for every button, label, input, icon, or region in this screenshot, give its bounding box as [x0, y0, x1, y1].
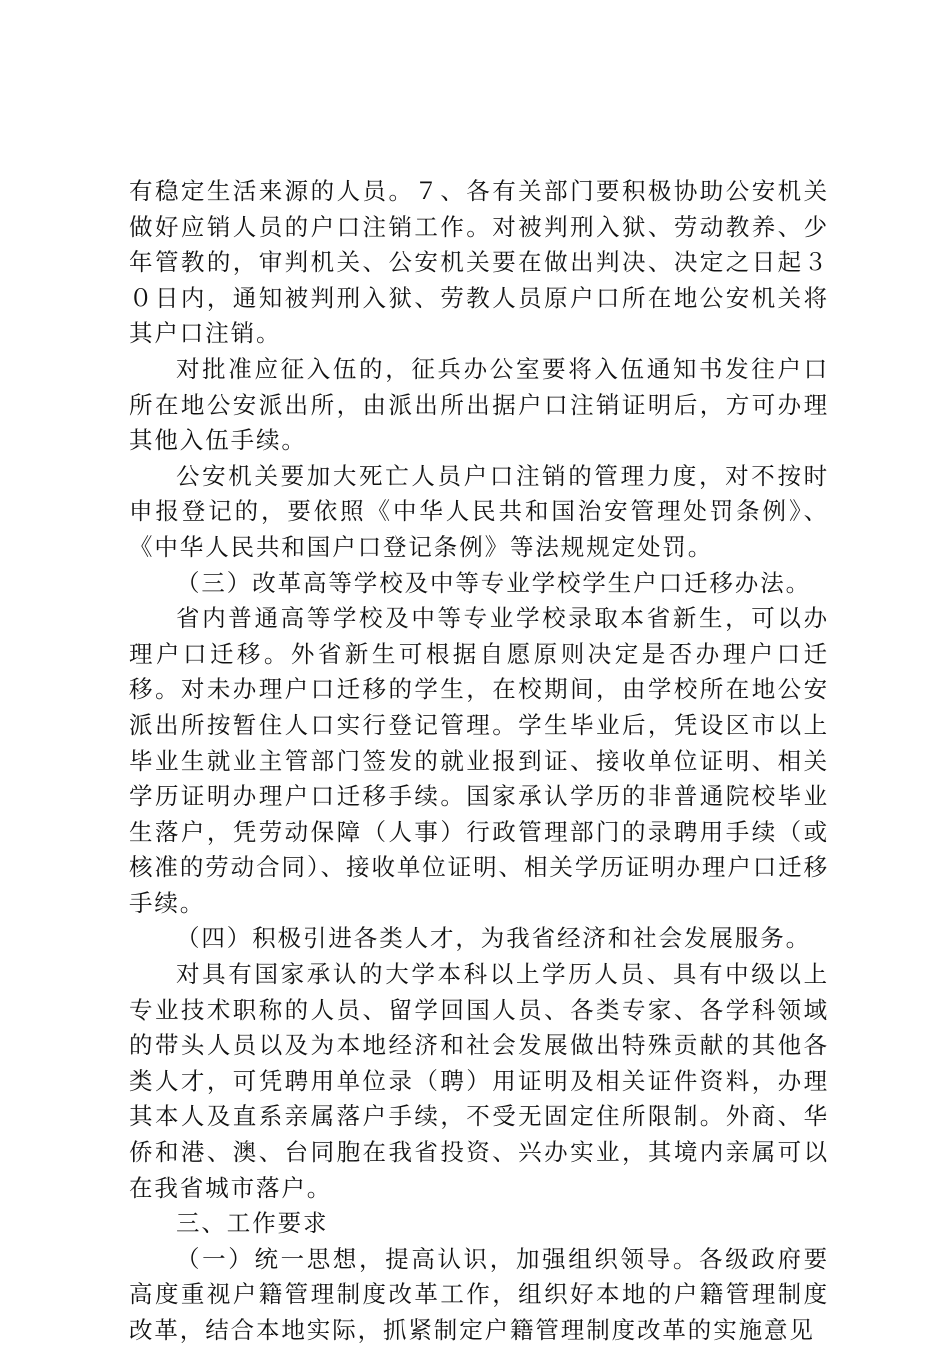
document-body	[129, 174, 829, 1349]
paragraph-enlistment: 对批准应征入伍的，征兵办公室要将入伍通知书发往户口所在地公安派出所，由派出所出据户口注销证明后，方可办理其他入伍手续。	[129, 354, 829, 455]
paragraph-talent-introduction: 对具有国家承认的大学本科以上学历人员、具有中级以上专业技术职称的人员、留学回国人员、各类专家、各学科领域的带头人员以及为本地经济和社会发展做出特殊贡献的其他各类人才，可凭聘用单位录（聘）用证明及相关证件资料，办理其本人及直系亲属落户手续，不受无固定住所限制。外商、华侨和港、澳、台同胞在我省投资、兴办实业，其境内亲属可以在我省城市落户。	[129, 960, 829, 1202]
section-heading-talent-introduction: （四）积极引进各类人才，为我省经济和社会发展服务。	[176, 924, 811, 953]
paragraph-household-cancellation: 有稳定生活来源的人员。７、各有关部门要积极协助公安机关做好应销人员的户口注销工作。对被判刑入狱、劳动教养、少年管教的，审判机关、公安机关要在做出判决、决定之日起３０日内，通知被判刑入狱、劳教人员原户口所在地公安机关将其户口注销。	[129, 177, 829, 348]
paragraph-student-migration: 省内普通高等学校及中等专业学校录取本省新生，可以办理户口迁移。外省新生可根据自愿原则决定是否办理户口迁移。对未办理户口迁移的学生，在校期间，由学校所在地公安派出所按暂住人口实行登记管理。学生毕业后，凭设区市以上毕业生就业主管部门签发的就业报到证、接收单位证明、相关学历证明办理户口迁移手续。国家承认学历的非普通院校毕业生落户，凭劳动保障（人事）行政管理部门的录聘用手续（或核准的劳动合同）、接收单位证明、相关学历证明办理户口迁移手续。	[129, 604, 829, 917]
paragraph-work-requirements: （一）统一思想，提高认识，加强组织领导。各级政府要高度重视户籍管理制度改革工作，组织好本地的户籍管理制度改革，结合本地实际，抓紧制定户籍管理制度改革的实施意见	[129, 1244, 829, 1344]
section-heading-student-migration: （三）改革高等学校及中等专业学校学生户口迁移办法。	[176, 568, 811, 597]
section-heading-work-requirements: 三、工作要求	[176, 1209, 329, 1238]
paragraph-deceased-registration: 公安机关要加大死亡人员户口注销的管理力度，对不按时申报登记的，要依照《中华人民共和国治安管理处罚条例》、《中华人民共和国户口登记条例》等法规规定处罚。	[129, 461, 829, 561]
